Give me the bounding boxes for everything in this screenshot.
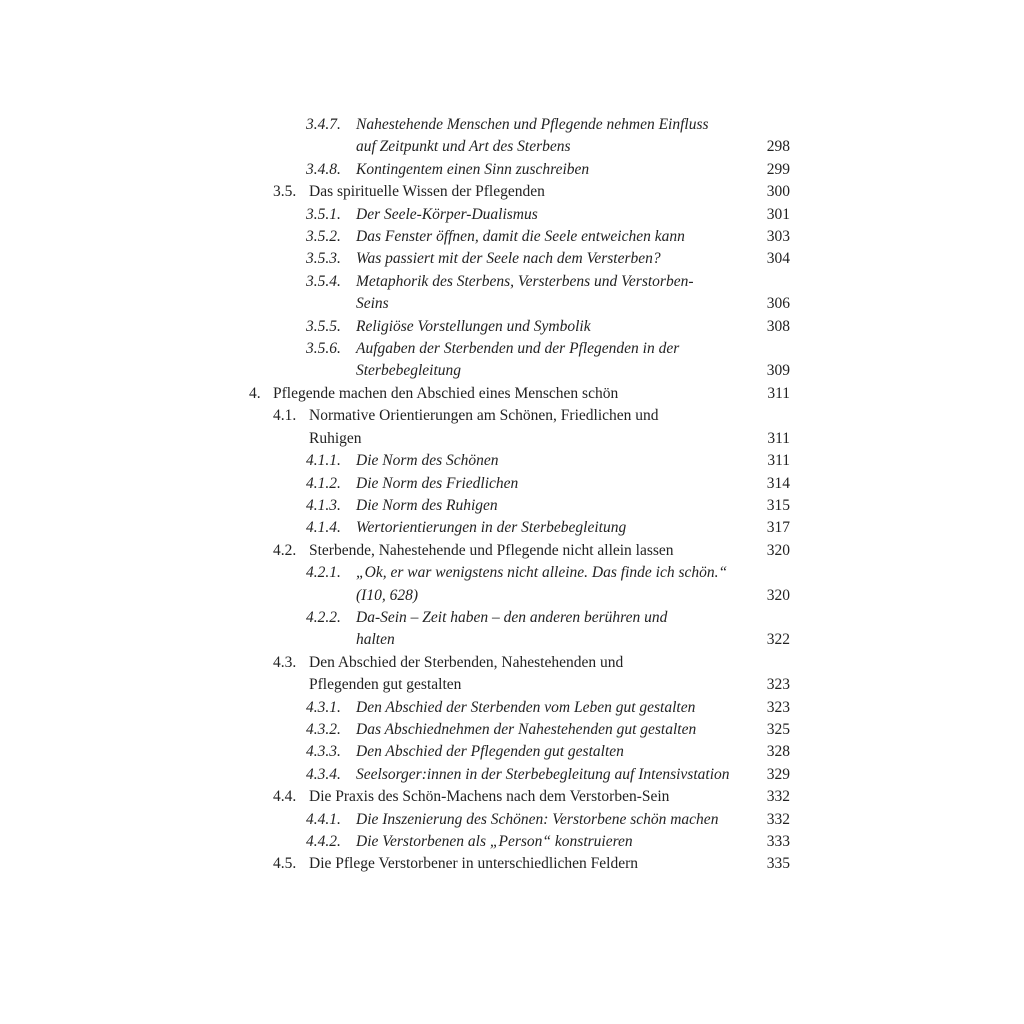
- toc-entry-title: Pflegende machen den Abschied eines Menschen schön: [273, 384, 619, 402]
- toc-entry-number: 4.5.: [273, 855, 297, 873]
- toc-entry: [0, 226, 1024, 248]
- toc-entry-page: 314: [766, 474, 790, 492]
- toc-entry-number: 3.4.7.: [306, 116, 341, 133]
- table-of-contents: [0, 114, 1024, 876]
- toc-entry-title: Religiöse Vorstellungen und Symbolik: [356, 317, 591, 335]
- toc-entry-number: 3.5.: [273, 183, 297, 201]
- toc-entry-number: 3.4.8.: [306, 160, 341, 178]
- toc-entry-page: 328: [766, 743, 790, 761]
- toc-entry-number: 4.: [249, 384, 261, 402]
- toc-entry-title: Die Pflege Verstorbener in unterschiedlichen Feldern: [309, 855, 638, 873]
- toc-entry: [0, 697, 1024, 719]
- toc-entry-title: Die Norm des Ruhigen: [356, 496, 498, 514]
- toc-entry-title: Wertorientierungen in der Sterbebegleitung: [356, 519, 627, 537]
- toc-entry-title: Der Seele-Körper-Dualismus: [356, 205, 538, 223]
- toc-entry-page: 332: [766, 788, 790, 806]
- toc-entry: [0, 540, 1024, 562]
- toc-entry-page: 320: [766, 586, 790, 604]
- toc-entry-title: Die Inszenierung des Schönen: Verstorbene schön machen: [356, 810, 719, 828]
- toc-entry: [0, 719, 1024, 741]
- toc-entry-number: 4.4.2.: [306, 833, 341, 850]
- toc-entry-page: 311: [767, 384, 790, 402]
- toc-entry-title: Nahestehende Menschen und Pflegende nehmen Einfluss auf Zeitpunkt und Art des Sterbens: [356, 116, 709, 156]
- toc-entry-number: 4.3.: [273, 653, 297, 671]
- toc-entry-title: Metaphorik des Sterbens, Versterbens und Verstorben- Seins: [356, 272, 694, 313]
- toc-entry-page: 303: [766, 228, 790, 246]
- toc-entry-title: Da-Sein – Zeit haben – den anderen berühren und halten: [356, 608, 668, 649]
- toc-entry: [0, 562, 1024, 607]
- toc-entry-title: Den Abschied der Pflegenden gut gestalten: [356, 743, 624, 761]
- toc-entry: [0, 517, 1024, 539]
- toc-entry-page: 308: [766, 317, 790, 335]
- toc-entry-page: 301: [766, 205, 790, 223]
- toc-entry-title: Die Verstorbenen als „Person“ konstruieren: [356, 833, 633, 850]
- toc-entry-title: Die Praxis des Schön-Machens nach dem Verstorben-Sein: [309, 788, 670, 806]
- toc-entry: [0, 652, 1024, 697]
- toc-entry-number: 3.5.6.: [306, 340, 341, 358]
- toc-entry-page: 299: [766, 160, 790, 178]
- toc-entry-title: Aufgaben der Sterbenden und der Pflegenden in der Sterbebegleitung: [356, 340, 680, 380]
- toc-entry-number: 3.5.4.: [306, 272, 341, 290]
- toc-entry-number: 4.2.: [273, 541, 297, 559]
- toc-entry: [0, 159, 1024, 181]
- toc-entry-title: Seelsorger:innen in der Sterbebegleitung auf Intensivstation: [356, 765, 730, 783]
- toc-entry-number: 4.4.: [273, 788, 297, 806]
- toc-entry-title: Die Norm des Friedlichen: [356, 474, 519, 492]
- toc-entry-number: 3.5.5.: [306, 317, 341, 335]
- toc-entry: [0, 271, 1024, 316]
- toc-entry-title: Normative Orientierungen am Schönen, Friedlichen und Ruhigen: [309, 407, 659, 447]
- toc-entry-title: Den Abschied der Sterbenden vom Leben gut gestalten: [356, 698, 696, 716]
- toc-entry-page: 311: [767, 429, 790, 447]
- toc-entry: [0, 473, 1024, 495]
- toc-entry: [0, 741, 1024, 763]
- toc-entry: [0, 809, 1024, 831]
- toc-entry-title: Das spirituelle Wissen der Pflegenden: [309, 183, 545, 201]
- toc-entry-number: 3.5.1.: [306, 205, 341, 223]
- toc-entry-page: 311: [767, 452, 790, 470]
- toc-entry-page: 322: [766, 631, 790, 649]
- toc-entry: [0, 248, 1024, 270]
- toc-entry-page: 323: [766, 698, 790, 716]
- toc-entry: [0, 450, 1024, 472]
- toc-entry-number: 4.1.: [273, 407, 297, 425]
- toc-entry-page: 306: [766, 295, 790, 313]
- toc-entry-title: Die Norm des Schönen: [356, 452, 499, 470]
- toc-entry: [0, 114, 1024, 159]
- toc-entry-number: 4.1.2.: [306, 474, 341, 492]
- toc-entry-page: 300: [766, 183, 790, 201]
- toc-entry: [0, 607, 1024, 652]
- toc-entry-number: 4.2.1.: [306, 564, 341, 582]
- toc-entry: [0, 786, 1024, 808]
- toc-entry: [0, 383, 1024, 405]
- toc-entry-title: Das Fenster öffnen, damit die Seele entweichen kann: [356, 228, 685, 246]
- toc-entry: [0, 338, 1024, 383]
- toc-entry: [0, 831, 1024, 853]
- toc-entry: [0, 316, 1024, 338]
- toc-entry-page: 332: [766, 810, 790, 828]
- toc-entry-page: 298: [766, 138, 790, 156]
- toc-entry-title: Sterbende, Nahestehende und Pflegende nicht allein lassen: [309, 541, 674, 559]
- toc-entry-number: 4.3.1.: [306, 698, 341, 716]
- toc-entry-page: 323: [766, 676, 790, 694]
- toc-entry-number: 4.4.1.: [306, 810, 341, 828]
- toc-entry-title: „Ok, er war wenigstens nicht alleine. Das finde ich schön.“ (I10, 628): [356, 564, 728, 604]
- toc-entry: [0, 764, 1024, 786]
- toc-entry-number: 4.3.3.: [306, 743, 341, 761]
- toc-entry: [0, 853, 1024, 875]
- toc-entry: [0, 495, 1024, 517]
- toc-entry-page: 309: [766, 362, 790, 380]
- toc-entry-number: 4.2.2.: [306, 608, 341, 626]
- toc-entry-page: 335: [766, 855, 790, 873]
- toc-entry-page: 315: [766, 496, 790, 514]
- toc-entry-title: Das Abschiednehmen der Nahestehenden gut gestalten: [356, 720, 697, 738]
- toc-entry: [0, 181, 1024, 203]
- toc-entry-number: 4.1.1.: [306, 452, 341, 470]
- toc-entry-number: 4.1.4.: [306, 519, 341, 537]
- toc-entry-title: Kontingentem einen Sinn zuschreiben: [356, 160, 590, 178]
- toc-entry-page: 304: [766, 250, 790, 268]
- toc-entry-number: 4.3.2.: [306, 720, 341, 738]
- toc-entry-number: 4.1.3.: [306, 496, 341, 514]
- toc-entry-page: 333: [766, 833, 790, 850]
- toc-entry: [0, 405, 1024, 450]
- toc-entry: [0, 204, 1024, 226]
- toc-entry-number: 4.3.4.: [306, 765, 341, 783]
- toc-entry-number: 3.5.2.: [306, 228, 341, 246]
- toc-entry-title: Was passiert mit der Seele nach dem Versterben?: [356, 250, 661, 268]
- toc-entry-page: 317: [766, 519, 790, 537]
- toc-entry-page: 320: [766, 541, 790, 559]
- toc-entry-page: 329: [766, 765, 790, 783]
- toc-entry-page: 325: [766, 720, 790, 738]
- toc-entry-title: Den Abschied der Sterbenden, Nahestehenden und Pflegenden gut gestalten: [309, 653, 624, 694]
- toc-entry-number: 3.5.3.: [306, 250, 341, 268]
